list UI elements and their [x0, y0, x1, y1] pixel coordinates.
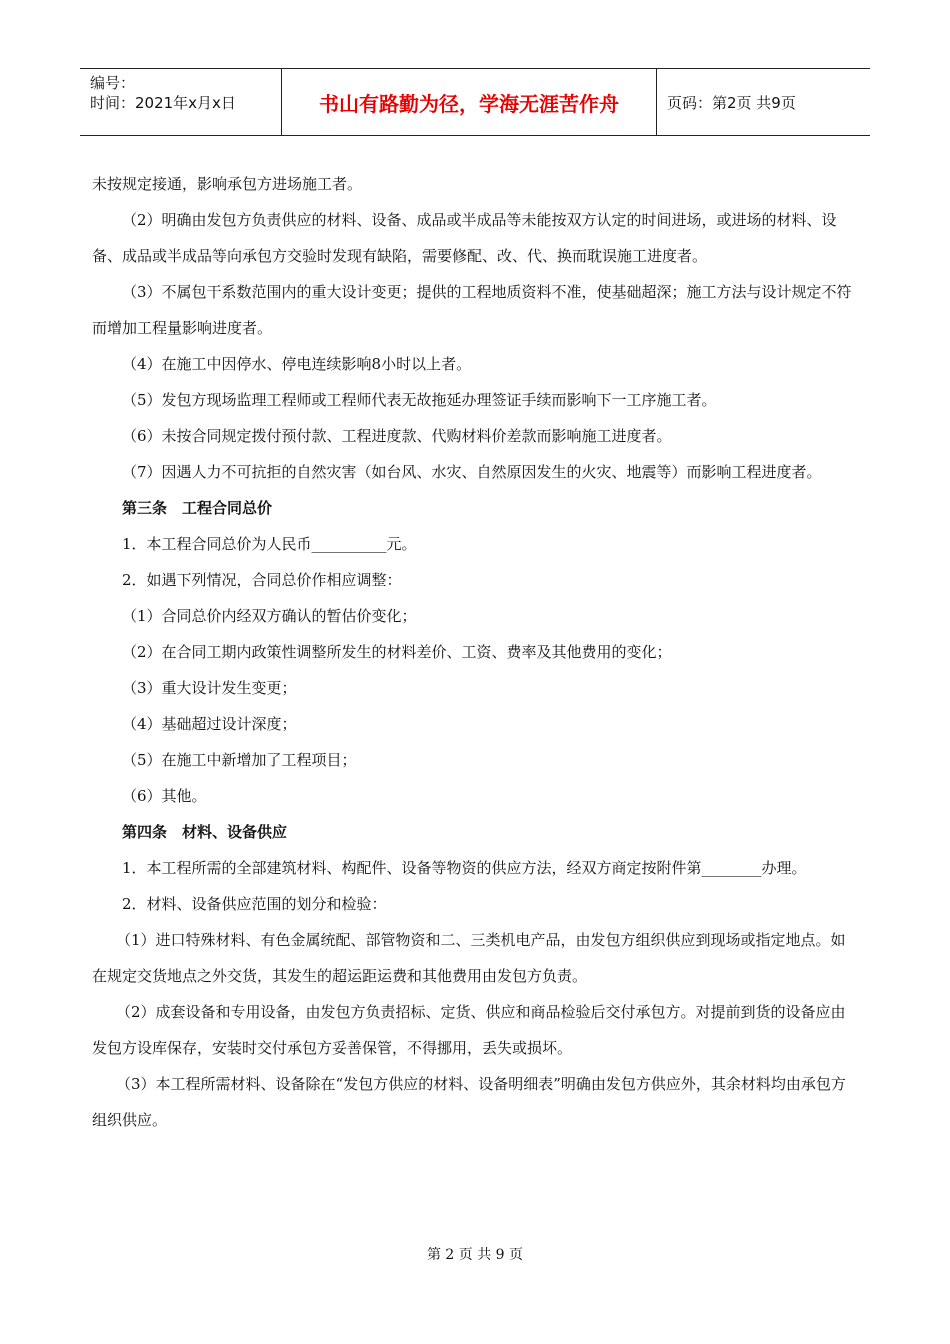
page-footer: 第 2 页 共 9 页 — [426, 1247, 524, 1263]
header-page-number: 页码：第2页 共9页 — [667, 93, 796, 112]
body-paragraph: （1）进口特殊材料、有色金属统配、部管物资和二、三类机电产品，由发包方组织供应到现场或指定地点。如在规定交货地点之外交货，其发生的超运距运费和其他费用由发包方负责。 — [92, 931, 846, 985]
body-paragraph: 2．材料、设备供应范围的划分和检验： — [122, 895, 387, 913]
section-heading: 第四条 材料、设备供应 — [122, 823, 288, 841]
body-paragraph: （2）明确由发包方负责供应的材料、设备、成品或半成品等未能按双方认定的时间进场，或进场的材料、设备、成品或半成品等向承包方交验时发现有缺陷，需要修配、改、代、换而耽误施工进度者。 — [92, 211, 837, 265]
body-paragraph: （2）在合同工期内政策性调整所发生的材料差价、工资、费率及其他费用的变化； — [122, 643, 672, 661]
header-meta — [80, 69, 282, 135]
body-paragraph: （6）其他。 — [122, 787, 207, 805]
body-paragraph: （4）基础超过设计深度； — [122, 715, 297, 733]
body-paragraph: （5）发包方现场监理工程师或工程师代表无故拖延办理签证手续而影响下一工序施工者。 — [122, 391, 717, 409]
header-motto: 书山有路勤为径，学海无涯苦作舟 — [282, 69, 657, 135]
body-paragraph: （3）本工程所需材料、设备除在“发包方供应的材料、设备明细表”明确由发包方供应外，其余材料均由承包方组织供应。 — [92, 1075, 846, 1129]
document-number-label: 编号： — [90, 74, 136, 92]
body-paragraph: 1．本工程所需的全部建筑材料、构配件、设备等物资的供应方法，经双方商定按附件第________办理。 — [122, 859, 807, 877]
body-paragraph: （3）重大设计发生变更； — [122, 679, 297, 697]
body-paragraph: （3）不属包干系数范围内的重大设计变更；提供的工程地质资料不准，使基础超深；施工方法与设计规定不符而增加工程量影响进度者。 — [92, 283, 852, 337]
body-paragraph: （2）成套设备和专用设备，由发包方负责招标、定货、供应和商品检验后交付承包方。对提前到货的设备应由发包方设库保存，安装时交付承包方妥善保管，不得挪用，丢失或损坏。 — [92, 1003, 846, 1057]
body-paragraph: 未按规定接通，影响承包方进场施工者。 — [92, 175, 363, 193]
page-header — [80, 68, 870, 136]
document-body — [92, 166, 858, 1138]
body-paragraph: （4）在施工中因停水、停电连续影响8小时以上者。 — [122, 355, 472, 373]
body-paragraph: （5）在施工中新增加了工程项目； — [122, 751, 357, 769]
body-paragraph: （6）未按合同规定拨付预付款、工程进度款、代购材料价差款而影响施工进度者。 — [122, 427, 672, 445]
body-paragraph: 1．本工程合同总价为人民币__________元。 — [122, 535, 417, 553]
document-date-label: 时间：2021年x月x日 — [90, 94, 236, 112]
body-paragraph: （1）合同总价内经双方确认的暂估价变化； — [122, 607, 417, 625]
body-paragraph: 2．如遇下列情况，合同总价作相应调整： — [122, 571, 402, 589]
section-heading: 第三条 工程合同总价 — [122, 499, 273, 517]
body-paragraph: （7）因遇人力不可抗拒的自然灾害（如台风、水灾、自然原因发生的火灾、地震等）而影响工程进度者。 — [122, 463, 822, 481]
